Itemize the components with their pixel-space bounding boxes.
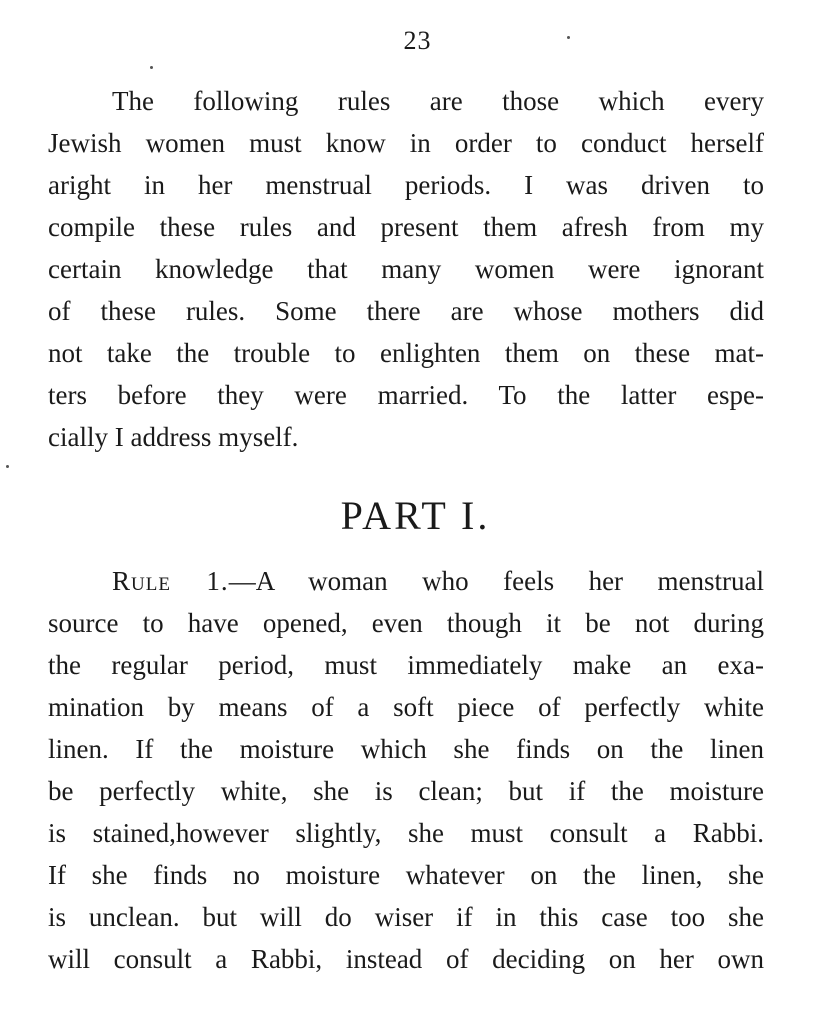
intro-line-6: of these rules. Some there are whose mothers did bbox=[48, 296, 764, 326]
rule-line-9: is unclean. but will do wiser if in this case too she bbox=[48, 902, 764, 932]
intro-line-1: The following rules are those which every bbox=[112, 86, 764, 116]
rule-line-3: the regular period, must immediately make an exa- bbox=[48, 650, 764, 680]
intro-line-4: compile these rules and present them afresh from my bbox=[48, 212, 764, 242]
print-speck bbox=[567, 36, 570, 39]
part-heading: PART I. bbox=[340, 493, 491, 538]
intro-line-8: ters before they were married. To the latter espe- bbox=[48, 380, 764, 410]
rule-line-4: mination by means of a soft piece of perfectly white bbox=[48, 692, 764, 722]
rule-line-7: is stained,however slightly, she must consult a Rabbi. bbox=[48, 818, 764, 848]
rule-first-line-text: —A woman who feels her menstrual bbox=[228, 566, 765, 596]
intro-line-5: certain knowledge that many women were ignorant bbox=[48, 254, 764, 284]
intro-line-2: Jewish women must know in order to conduct herself bbox=[48, 128, 764, 158]
intro-line-3: aright in her menstrual periods. I was driven to bbox=[48, 170, 764, 200]
rule-first-line bbox=[112, 560, 764, 602]
rule-line-10: will consult a Rabbi, instead of deciding on her own bbox=[48, 944, 764, 974]
page-number: 23 bbox=[403, 26, 432, 55]
rule-line-5: linen. If the moisture which she finds on the linen bbox=[48, 734, 764, 764]
rule-line-2: source to have opened, even though it be not during bbox=[48, 608, 764, 638]
rule-line-8: If she finds no moisture whatever on the linen, she bbox=[48, 860, 764, 890]
print-speck bbox=[6, 465, 9, 468]
rule-line-6: be perfectly white, she is clean; but if the moisture bbox=[48, 776, 764, 806]
intro-line-7: not take the trouble to enlighten them on these mat- bbox=[48, 338, 764, 368]
rule-label: Rule 1. bbox=[112, 566, 229, 596]
intro-line-9: cially I address myself. bbox=[48, 422, 299, 452]
print-speck bbox=[150, 66, 153, 69]
